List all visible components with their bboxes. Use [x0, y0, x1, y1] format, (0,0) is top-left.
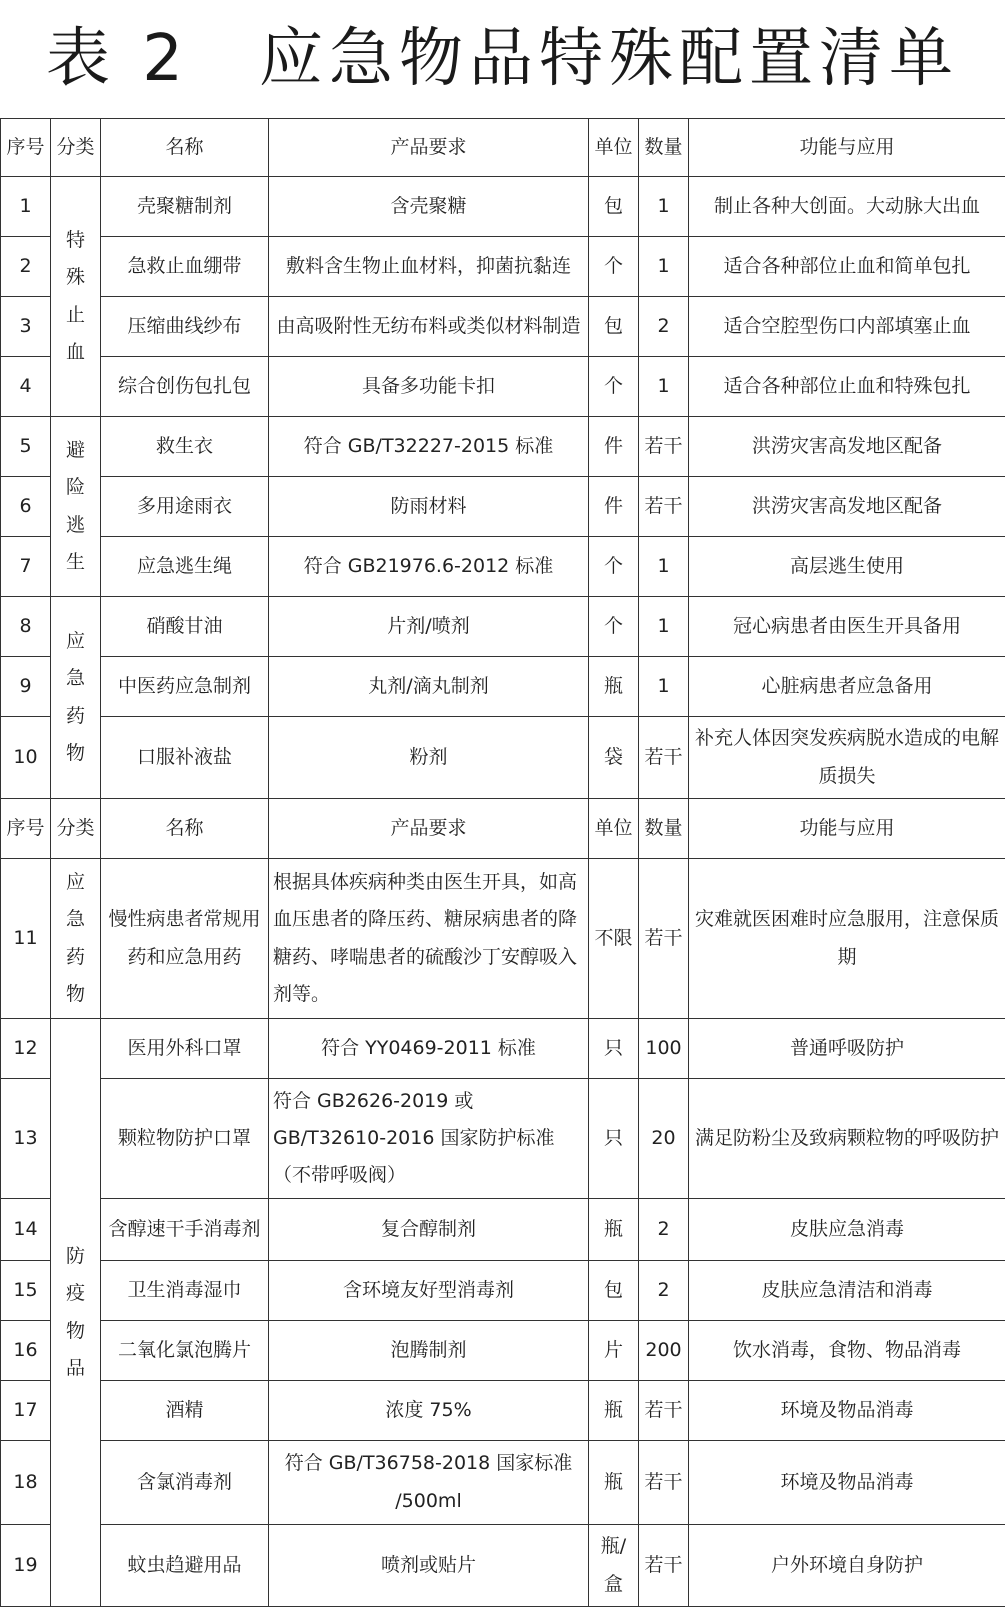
row-unit: 个	[589, 597, 639, 657]
row-name: 医用外科口罩	[101, 1019, 269, 1079]
row-no: 10	[1, 717, 51, 799]
row-no: 4	[1, 357, 51, 417]
table-row	[1, 717, 1005, 799]
table-row	[1, 537, 1005, 597]
row-quantity: 100	[639, 1019, 689, 1079]
row-function: 适合各种部位止血和简单包扎	[689, 237, 1005, 297]
row-name: 含醇速干手消毒剂	[101, 1199, 269, 1261]
row-requirement: 喷剂或贴片	[269, 1525, 589, 1607]
table-row	[1, 297, 1005, 357]
row-unit: 件	[589, 477, 639, 537]
category-cell	[51, 177, 101, 417]
row-quantity: 若干	[639, 717, 689, 799]
row-no: 5	[1, 417, 51, 477]
row-function: 高层逃生使用	[689, 537, 1005, 597]
category-label: 特 殊 止 血	[65, 229, 85, 363]
category-cell	[51, 859, 101, 1019]
row-name: 应急逃生绳	[101, 537, 269, 597]
row-function: 满足防粉尘及致病颗粒物的呼吸防护	[689, 1079, 1005, 1199]
table-row	[1, 1079, 1005, 1199]
row-no: 7	[1, 537, 51, 597]
table-row	[1, 357, 1005, 417]
row-no: 12	[1, 1019, 51, 1079]
row-requirement: 浓度 75%	[269, 1381, 589, 1441]
row-no: 11	[1, 859, 51, 1019]
row-requirement: 符合 YY0469-2011 标准	[269, 1019, 589, 1079]
row-quantity: 1	[639, 237, 689, 297]
row-quantity: 若干	[639, 859, 689, 1019]
table-row	[1, 657, 1005, 717]
row-name: 慢性病患者常规用药和应急用药	[101, 859, 269, 1019]
row-name: 颗粒物防护口罩	[101, 1079, 269, 1199]
row-quantity: 若干	[639, 417, 689, 477]
row-function: 洪涝灾害高发地区配备	[689, 417, 1005, 477]
row-requirement: 由高吸附性无纺布料或类似材料制造	[269, 297, 589, 357]
header-no: 序号	[1, 799, 51, 859]
row-quantity: 1	[639, 657, 689, 717]
table-row	[1, 1525, 1005, 1607]
row-unit: 个	[589, 537, 639, 597]
row-unit: 包	[589, 297, 639, 357]
header-function: 功能与应用	[689, 799, 1005, 859]
row-requirement: 含环境友好型消毒剂	[269, 1261, 589, 1321]
table-row	[1, 859, 1005, 1019]
category-label: 应 急 药 物	[65, 630, 85, 764]
category-label: 应 急 药 物	[65, 871, 85, 1005]
row-quantity: 200	[639, 1321, 689, 1381]
row-function: 环境及物品消毒	[689, 1441, 1005, 1525]
header-no: 序号	[1, 119, 51, 177]
header-quantity: 数量	[639, 799, 689, 859]
row-name: 蚊虫趋避用品	[101, 1525, 269, 1607]
row-quantity: 1	[639, 537, 689, 597]
row-requirement: 符合 GB/T36758-2018 国家标准 /500ml	[269, 1441, 589, 1525]
row-function: 制止各种大创面。大动脉大出血	[689, 177, 1005, 237]
row-unit: 不限	[589, 859, 639, 1019]
table-row	[1, 597, 1005, 657]
row-requirement: 丸剂/滴丸制剂	[269, 657, 589, 717]
row-function: 适合空腔型伤口内部填塞止血	[689, 297, 1005, 357]
row-unit: 件	[589, 417, 639, 477]
row-quantity: 若干	[639, 1381, 689, 1441]
header-function: 功能与应用	[689, 119, 1005, 177]
row-name: 含氯消毒剂	[101, 1441, 269, 1525]
row-no: 14	[1, 1199, 51, 1261]
category-cell	[51, 417, 101, 597]
row-requirement: 符合 GB2626-2019 或 GB/T32610-2016 国家防护标准（不带呼吸阀）	[269, 1079, 589, 1199]
row-no: 2	[1, 237, 51, 297]
row-no: 15	[1, 1261, 51, 1321]
row-unit: 瓶	[589, 1381, 639, 1441]
table-row	[1, 237, 1005, 297]
table-row	[1, 1441, 1005, 1525]
row-unit: 只	[589, 1079, 639, 1199]
row-requirement: 敷料含生物止血材料，抑菌抗黏连	[269, 237, 589, 297]
row-quantity: 1	[639, 177, 689, 237]
row-quantity: 2	[639, 1261, 689, 1321]
row-unit: 瓶/盒	[589, 1525, 639, 1607]
row-function: 适合各种部位止血和特殊包扎	[689, 357, 1005, 417]
row-function: 皮肤应急清洁和消毒	[689, 1261, 1005, 1321]
row-requirement: 泡腾制剂	[269, 1321, 589, 1381]
row-requirement: 符合 GB21976.6-2012 标准	[269, 537, 589, 597]
table-row	[1, 1199, 1005, 1261]
page-title: 表 2 应急物品特殊配置清单	[45, 22, 960, 96]
row-name: 急救止血绷带	[101, 237, 269, 297]
row-requirement: 含壳聚糖	[269, 177, 589, 237]
row-requirement: 片剂/喷剂	[269, 597, 589, 657]
row-name: 综合创伤包扎包	[101, 357, 269, 417]
row-unit: 袋	[589, 717, 639, 799]
row-quantity: 2	[639, 297, 689, 357]
row-requirement: 复合醇制剂	[269, 1199, 589, 1261]
row-requirement: 根据具体疾病种类由医生开具，如高血压患者的降压药、糖尿病患者的降糖药、哮喘患者的硫酸沙丁安醇吸入剂等。	[269, 859, 589, 1019]
header-name: 名称	[101, 799, 269, 859]
header-requirement: 产品要求	[269, 119, 589, 177]
row-name: 救生衣	[101, 417, 269, 477]
row-no: 18	[1, 1441, 51, 1525]
row-name: 中医药应急制剂	[101, 657, 269, 717]
row-function: 灾难就医困难时应急服用，注意保质期	[689, 859, 1005, 1019]
category-label: 避 险 逃 生	[65, 439, 85, 573]
row-unit: 只	[589, 1019, 639, 1079]
row-name: 压缩曲线纱布	[101, 297, 269, 357]
row-quantity: 若干	[639, 1441, 689, 1525]
row-unit: 包	[589, 1261, 639, 1321]
row-function: 洪涝灾害高发地区配备	[689, 477, 1005, 537]
row-no: 6	[1, 477, 51, 537]
row-function: 皮肤应急消毒	[689, 1199, 1005, 1261]
row-unit: 个	[589, 357, 639, 417]
row-quantity: 若干	[639, 1525, 689, 1607]
row-name: 壳聚糖制剂	[101, 177, 269, 237]
category-cell	[51, 597, 101, 799]
table-row	[1, 1381, 1005, 1441]
table-row	[1, 417, 1005, 477]
row-function: 冠心病患者由医生开具备用	[689, 597, 1005, 657]
row-function: 饮水消毒，食物、物品消毒	[689, 1321, 1005, 1381]
table-header-row	[1, 799, 1005, 859]
row-unit: 瓶	[589, 657, 639, 717]
row-no: 16	[1, 1321, 51, 1381]
table-row	[1, 1261, 1005, 1321]
row-no: 9	[1, 657, 51, 717]
row-function: 补充人体因突发疾病脱水造成的电解质损失	[689, 717, 1005, 799]
row-no: 3	[1, 297, 51, 357]
row-unit: 个	[589, 237, 639, 297]
header-name: 名称	[101, 119, 269, 177]
header-unit: 单位	[589, 799, 639, 859]
row-unit: 瓶	[589, 1199, 639, 1261]
row-requirement: 符合 GB/T32227-2015 标准	[269, 417, 589, 477]
row-name: 口服补液盐	[101, 717, 269, 799]
row-name: 卫生消毒湿巾	[101, 1261, 269, 1321]
row-function: 环境及物品消毒	[689, 1381, 1005, 1441]
row-requirement: 具备多功能卡扣	[269, 357, 589, 417]
header-category: 分类	[51, 799, 101, 859]
row-no: 13	[1, 1079, 51, 1199]
row-requirement: 粉剂	[269, 717, 589, 799]
header-unit: 单位	[589, 119, 639, 177]
row-name: 多用途雨衣	[101, 477, 269, 537]
row-function: 户外环境自身防护	[689, 1525, 1005, 1607]
row-name: 二氧化氯泡腾片	[101, 1321, 269, 1381]
table-row	[1, 1019, 1005, 1079]
category-label: 防 疫 物 品	[65, 1245, 85, 1379]
row-unit: 片	[589, 1321, 639, 1381]
row-name: 酒精	[101, 1381, 269, 1441]
row-quantity: 若干	[639, 477, 689, 537]
category-cell	[51, 1019, 101, 1607]
supply-table	[0, 118, 1005, 1607]
row-unit: 包	[589, 177, 639, 237]
row-unit: 瓶	[589, 1441, 639, 1525]
row-function: 心脏病患者应急备用	[689, 657, 1005, 717]
row-quantity: 1	[639, 357, 689, 417]
header-quantity: 数量	[639, 119, 689, 177]
row-function: 普通呼吸防护	[689, 1019, 1005, 1079]
row-no: 1	[1, 177, 51, 237]
table-row	[1, 177, 1005, 237]
table-header-row	[1, 119, 1005, 177]
row-quantity: 2	[639, 1199, 689, 1261]
header-requirement: 产品要求	[269, 799, 589, 859]
row-quantity: 20	[639, 1079, 689, 1199]
row-no: 8	[1, 597, 51, 657]
row-no: 17	[1, 1381, 51, 1441]
table-row	[1, 477, 1005, 537]
table-row	[1, 1321, 1005, 1381]
row-requirement: 防雨材料	[269, 477, 589, 537]
header-category: 分类	[51, 119, 101, 177]
row-quantity: 1	[639, 597, 689, 657]
row-name: 硝酸甘油	[101, 597, 269, 657]
row-no: 19	[1, 1525, 51, 1607]
